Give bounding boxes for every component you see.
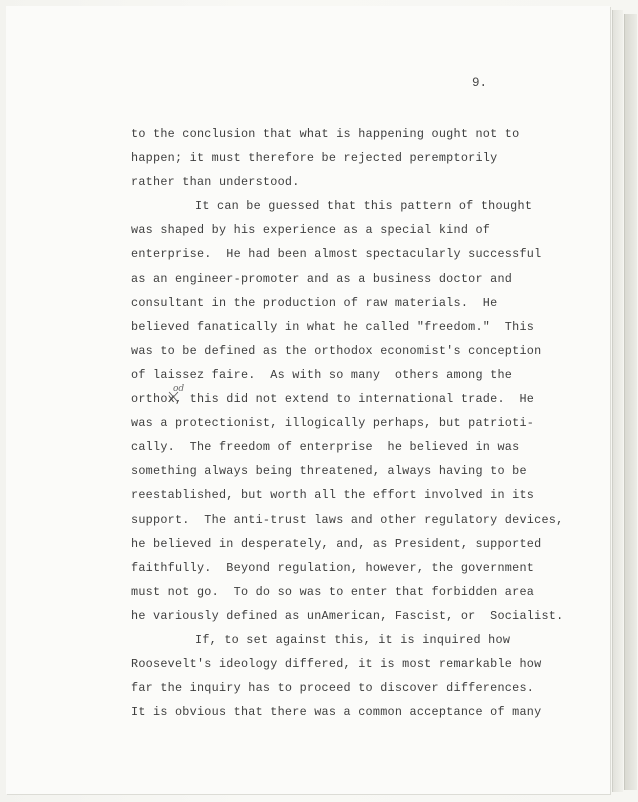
text-line: was to be defined as the orthodox economist's conception <box>131 343 542 358</box>
text-line: of laissez faire. As with so many others among the <box>131 367 513 382</box>
text-line: cally. The freedom of enterprise he believed in was <box>131 440 520 455</box>
text-line: faithfully. Beyond regulation, however, the government <box>131 560 535 575</box>
text-line: he variously defined as unAmerican, Fascist, or Socialist. <box>131 608 564 623</box>
text-line: far the inquiry has to proceed to discover differences. <box>131 681 535 696</box>
text-line: was shaped by his experience as a special kind of <box>131 223 491 238</box>
underlying-page-edge-inner <box>612 10 623 792</box>
text-line: rather than understood. <box>131 175 300 190</box>
text-line: reestablished, but worth all the effort involved in its <box>131 488 535 503</box>
text-line: something always being threatened, always having to be <box>131 464 527 479</box>
text-line: If, to set against this, it is inquired how <box>195 632 511 647</box>
text-line: as an engineer-promoter and as a business doctor and <box>131 271 513 286</box>
text-line: orthox, this did not extend to international trade. He <box>131 392 535 407</box>
text-line: must not go. To do so was to enter that forbidden area <box>131 584 535 599</box>
page-number: 9. <box>472 76 488 90</box>
underlying-page-edge <box>624 14 637 790</box>
text-line: believed fanatically in what he called "freedom." This <box>131 319 535 334</box>
text-line: enterprise. He had been almost spectacularly successful <box>131 247 542 262</box>
text-line: Roosevelt's ideology differed, it is most remarkable how <box>131 657 542 672</box>
text-line: was a protectionist, illogically perhaps, but patrioti- <box>131 416 535 431</box>
text-line: It is obvious that there was a common acceptance of many <box>131 705 542 720</box>
typed-body-text <box>131 122 571 724</box>
show-through-texture <box>6 14 610 28</box>
text-line: to the conclusion that what is happening ought not to <box>131 127 520 141</box>
text-line: It can be guessed that this pattern of thought <box>195 199 533 214</box>
text-line: happen; it must therefore be rejected peremptorily <box>131 151 498 166</box>
handwritten-insertion-text: od <box>173 384 185 394</box>
text-line: support. The anti-trust laws and other regulatory devices, <box>131 512 564 527</box>
text-line: he believed in desperately, and, as President, supported <box>131 536 542 551</box>
text-line: consultant in the production of raw materials. He <box>131 295 498 310</box>
